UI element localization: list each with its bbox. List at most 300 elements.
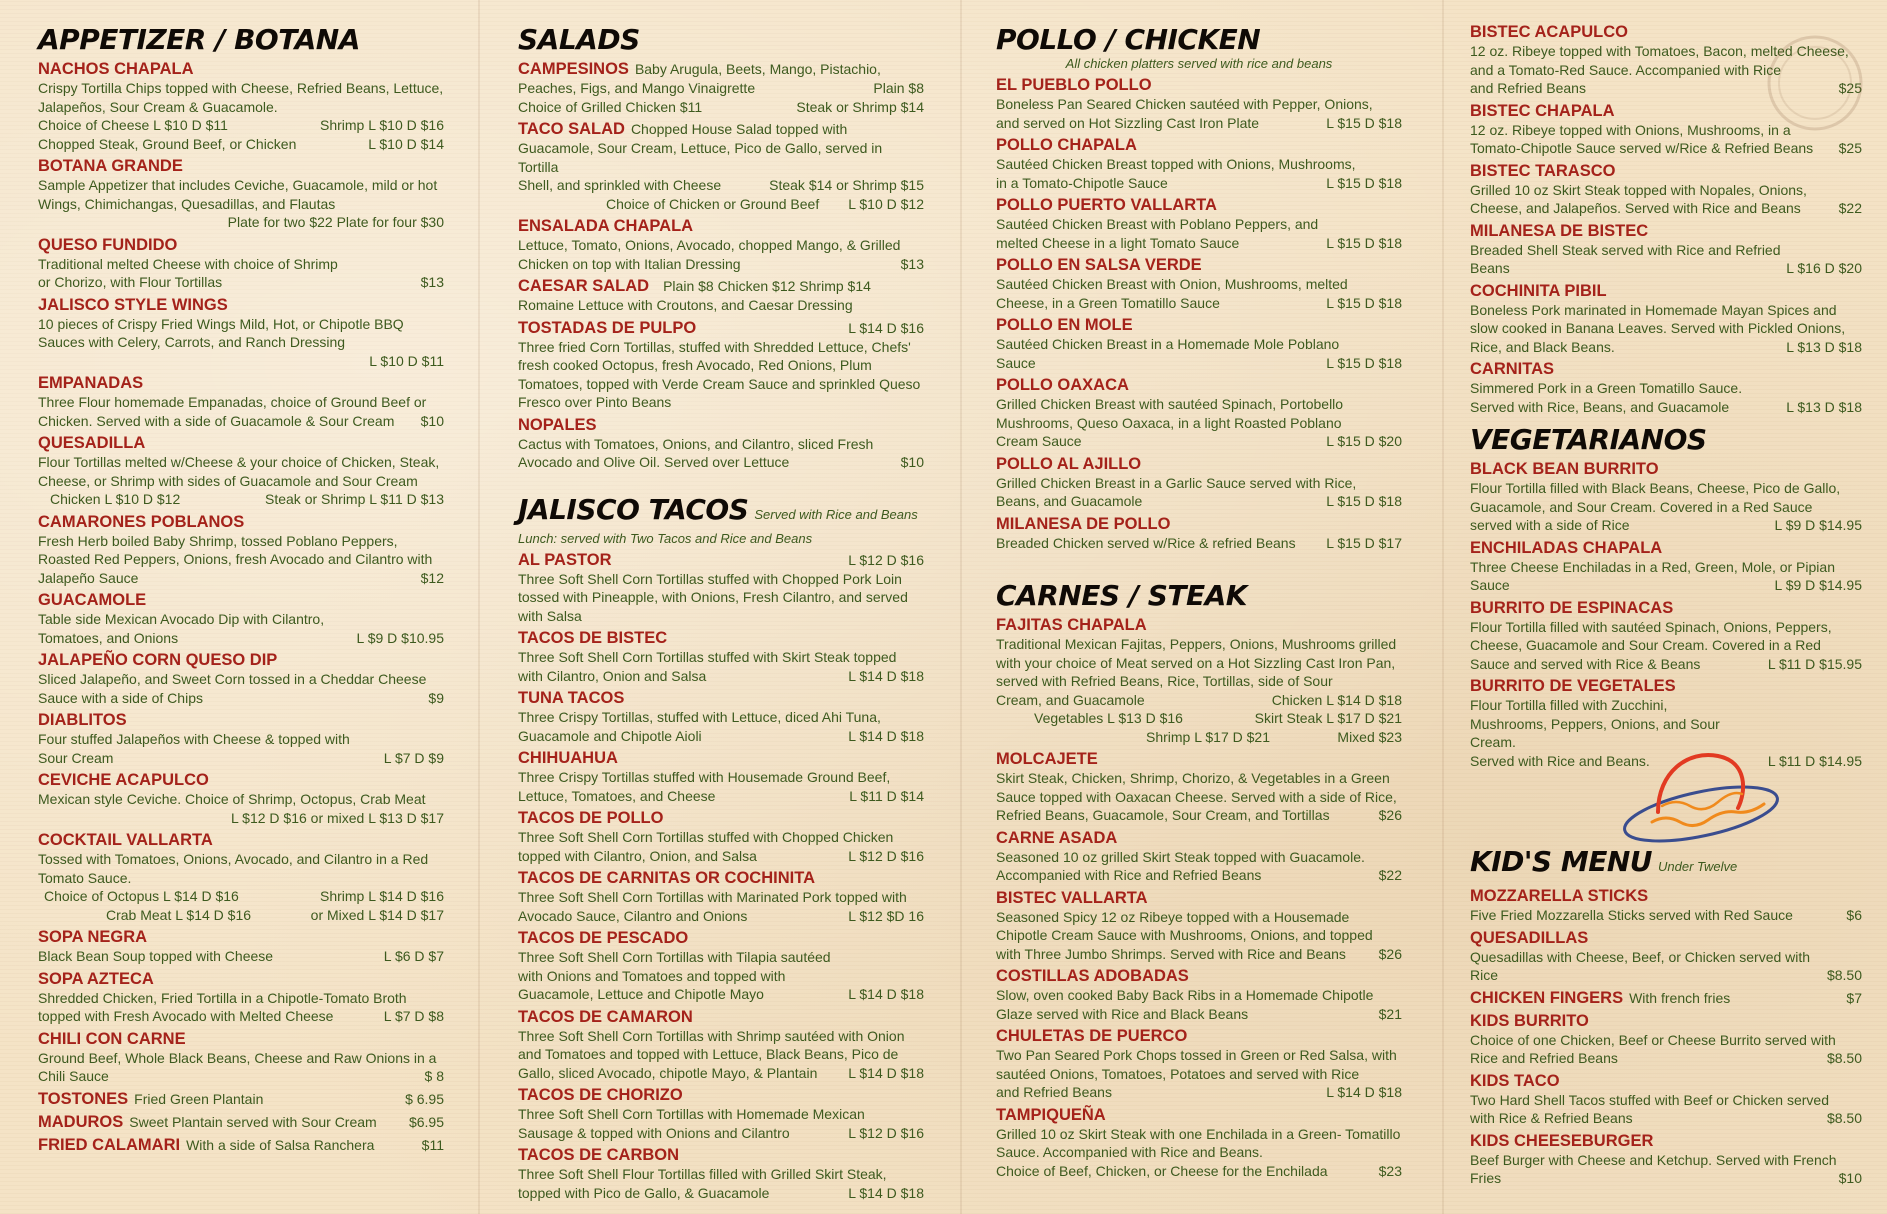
item-desc: Traditional melted Cheese with choice of Shrimp [38,255,338,272]
item-price: $6 [1846,907,1862,923]
item-name: NACHOS CHAPALA [38,60,194,78]
section-title-text: JALISCO TACOS [518,492,749,526]
item-desc: Sausage & topped with Onions and Cilantro [518,1124,790,1141]
item-name: TAMPIQUEÑA [996,1105,1106,1124]
item-price: L $9 D $14.95 [1774,577,1862,593]
menu-item-ensalada [518,216,924,273]
item-desc: Guacamole, Sour Cream, Lettuce, Pico de Gallo, served in Tortilla [518,140,883,175]
section-note: Lunch: served with Two Tacos and Rice and Beans [518,530,813,546]
item-name: CARNE ASADA [996,828,1118,847]
item-name-text: CHICKEN FINGERS [1470,988,1624,1007]
item-name: SOPA AZTECA [38,969,154,988]
item-price: L $12 D $16 [848,1124,924,1141]
menu-item-kids-cheeseburger [1470,1131,1862,1188]
item-price: $8.50 [1826,1050,1862,1066]
menu-item-wings [38,295,444,371]
item-name: POLLO EN SALSA VERDE [996,256,1202,274]
item-price: L $15 D $18 [1326,174,1402,191]
item-price: L $13 D $18 [1786,338,1862,355]
menu-item-milanesa-pollo [996,514,1402,553]
menu-item-kids-quesadillas [1470,928,1862,985]
menu-item-calamari [38,1135,444,1155]
item-price: Skirt Steak L $17 D $21 [1254,710,1402,726]
column-salads-tacos [518,18,924,1202]
menu-item-carnitas [1470,359,1862,416]
item-name: EMPANADAS [38,374,144,392]
item-desc: or Chorizo, with Flour Tortillas [38,274,223,290]
item-desc: Flour Tortilla filled with Black Beans, Cheese, Pico de Gallo, Guacamole, and Sour Cream. Covered in a Red Sauce [1470,480,1841,515]
item-name: POLLO PUERTO VALLARTA [996,196,1217,214]
item-desc: Three fried Corn Tortillas, stuffed with Shredded Lettuce, Chefs' fresh cooked Octopus, fresh Avocado, Red Onions, Plum Tomatoes, topped with Verde Cream Sauce and sprinkled Queso Fresco over Pinto Beans [518,338,921,410]
item-desc: Grilled 10 oz Skirt Steak with one Enchilada in a Green- Tomatillo Sauce. Accompanied with Rice and Beans. [996,1125,1401,1160]
item-desc: Grilled Chicken Breast in a Garlic Sauce served with Rice, [996,474,1357,491]
item-desc: Tossed with Tomatoes, Onions, Avocado, and Cilantro in a Red Tomato Sauce. [38,851,429,886]
item-desc: Choice of Chicken or Ground Beef [606,195,820,212]
item-desc: Grilled 10 oz Skirt Steak topped with Nopales, Onions, [1470,181,1807,198]
item-desc: With french fries [1629,989,1731,1006]
item-name: COCHINITA PIBIL [1470,281,1607,300]
item-desc: Shell, and sprinkled with Cheese [518,177,722,193]
item-price: L $15 D $18 [1326,493,1402,509]
item-name: CEVICHE ACAPULCO [38,771,209,789]
section-note: All chicken platters served with rice and beans [1065,56,1333,71]
item-price: or Mixed L $14 D $17 [310,906,444,923]
item-price: $25 [1838,140,1862,156]
item-price: $10 [1838,1170,1862,1186]
item-name: BOTANA GRANDE [38,157,183,175]
menu-item-pollo-mole [996,315,1402,372]
item-desc: Beans, and Guacamole [996,493,1143,509]
item-desc: Boneless Pork marinated in Homemade Mayan Spices and slow cooked in Banana Leaves. Served with Pickled Onions, [1470,301,1846,336]
menu-item-caesar [518,276,924,315]
item-name: TACOS DE BISTEC [518,629,668,647]
item-desc: Chicken on top with Italian Dressing [518,255,741,272]
item-name [38,1112,377,1132]
item-desc: Beans [1470,260,1510,276]
item-price: Crab Meat L $14 D $16 [106,906,252,923]
item-desc: Sliced Jalapeño, and Sweet Corn tossed in a Cheddar Cheese [38,671,427,687]
menu-item-sopa-azteca [38,969,444,1026]
item-name: POLLO CHAPALA [996,136,1137,154]
item-desc: Sample Appetizer that includes Ceviche, Guacamole, mild or hot Wings, Chimichangas, Quesadillas, and Flautas [38,177,438,212]
item-desc: Sautéed Chicken Breast with Poblano Peppers, and [996,216,1319,232]
menu-item-chili [38,1029,444,1086]
item-desc: Lettuce, Tomato, Onions, Avocado, chopped Mango, & Grilled [518,237,901,253]
section-title-chicken: POLLO / CHICKEN [996,23,1261,56]
section-subtitle: Under Twelve [1658,859,1738,874]
item-desc: Shredded Chicken, Fried Tortilla in a Chipotle-Tomato Broth [38,989,407,1006]
item-price: L $15 D $17 [1326,534,1402,551]
menu-item-empanadas [38,373,444,430]
item-desc: Choice of one Chicken, Beef or Cheese Burrito served with [1470,1031,1836,1048]
menu-item-mozzarella [1470,886,1862,925]
item-price: Chicken L $14 D $18 [1271,691,1402,708]
menu-item-queso-fundido [38,235,444,292]
item-desc: Three Crispy Tortillas, stuffed with Lettuce, diced Ahi Tuna, [518,709,881,725]
item-desc: Tomatoes, and Onions [38,629,179,646]
item-desc: Rice [1470,967,1499,983]
item-desc: Beef Burger with Cheese and Ketchup. Served with French [1470,1151,1837,1168]
item-price: Chicken L $10 D $12 [50,491,181,507]
item-price: Choice of Cheese L $10 D $11 [38,117,228,133]
item-price: L $9 D $14.95 [1774,517,1862,533]
item-desc: Romaine Lettuce with Croutons, and Caesar Dressing [518,297,853,313]
section-title-tacos [518,494,924,531]
item-name: POLLO EN MOLE [996,316,1133,334]
menu-item-costillas [996,966,1402,1023]
menu-item-tacos-bistec [518,628,924,685]
item-name: AL PASTOR [518,550,612,569]
item-desc: Two Hard Shell Tacos stuffed with Beef or Chicken served [1470,1091,1829,1108]
item-name: TACOS DE POLLO [518,809,664,827]
menu-item-tacos-pollo [518,808,924,865]
menu-item-chuletas [996,1026,1402,1102]
item-desc: Guacamole and Chipotle Aioli [518,727,702,744]
menu-item-cocktail [38,830,444,924]
item-name: CHILI CON CARNE [38,1029,186,1048]
item-name: ENSALADA CHAPALA [518,217,694,235]
item-price: L $12 D $16 [848,551,924,568]
menu-item-milanesa-bistec [1470,221,1862,278]
section-title-appetizers: APPETIZER / BOTANA [38,23,360,56]
item-name: CARNITAS [1470,360,1555,378]
item-desc: Served with Rice and Beans. [1470,752,1650,769]
section-subtitle: Served with Rice and Beans [754,506,918,522]
item-desc: Breaded Chicken served w/Rice & refried Beans [996,534,1296,551]
item-desc: Sauce and served with Rice & Beans [1470,655,1701,672]
item-desc: Fries [1470,1170,1502,1186]
menu-item-tostadas [518,318,924,412]
item-name: MILANESA DE POLLO [996,514,1171,533]
item-desc: Cream Sauce [996,433,1082,449]
item-desc: served with a side of Rice [1470,517,1630,533]
item-price: $ 8 [424,1068,444,1084]
item-price: Mixed $23 [1337,728,1402,745]
column-chicken-steak [996,18,1402,1180]
item-name: KIDS BURRITO [1470,1011,1589,1030]
item-name [518,119,924,139]
menu-item-pollo-ajillo [996,454,1402,511]
item-desc: Guacamole, Lettuce and Chipotle Mayo [518,986,764,1002]
item-desc: Skirt Steak, Chicken, Shrimp, Chorizo, & Vegetables in a Green Sauce topped with Oaxacan Cheese. Served with a side of Rice, [996,770,1397,805]
menu-item-kids-taco [1470,1071,1862,1128]
item-desc: Chili Sauce [38,1068,109,1084]
item-desc: With a side of Salsa Ranchera [186,1136,375,1153]
item-name: QUESO FUNDIDO [38,235,178,254]
menu-item-jalapeno-dip [38,650,444,707]
item-desc: Boneless Pan Seared Chicken sautéed with Pepper, Onions, [996,96,1373,112]
item-desc: Rice, and Black Beans. [1470,338,1615,355]
item-desc: Mexican style Ceviche. Choice of Shrimp, Octopus, Crab Meat [38,791,426,807]
item-price: L $14 D $18 [1326,1084,1402,1100]
item-price: L $16 D $20 [1786,260,1862,276]
item-desc: Three Soft Shell Corn Tortillas with Marinated Pork topped with [518,889,907,905]
item-price: L $14 D $18 [848,1064,924,1081]
item-price: L $15 D $20 [1326,433,1402,449]
item-price: Shrimp L $10 D $16 [320,117,444,133]
menu-item-diablitos [38,710,444,767]
item-desc: and Refried Beans [996,1084,1112,1100]
item-desc: and Refried Beans [1470,80,1586,96]
menu-item-tostones [38,1089,444,1109]
item-name: DIABLITOS [38,711,127,729]
menu-item-al-pastor [518,550,924,626]
item-desc: Breaded Shell Steak served with Rice and Refried [1470,241,1781,258]
menu-item-enchiladas [1470,538,1862,595]
item-price: L $10 D $14 [368,135,444,152]
item-desc: Flour Tortillas melted w/Cheese & your choice of Chicken, Steak, Cheese, or Shrimp with sides of Guacamole and Sour Cream [38,454,440,489]
item-desc: Cream, and Guacamole [996,691,1145,708]
item-name: KIDS TACO [1470,1071,1560,1090]
item-name: TACOS DE CARBON [518,1146,680,1164]
item-name: MOLCAJETE [996,750,1098,768]
item-name-text: FRIED CALAMARI [38,1135,181,1154]
item-desc: and served on Hot Sizzling Cast Iron Plate [996,114,1260,131]
item-desc: with Three Jumbo Shrimps. Served with Rice and Beans [996,945,1346,962]
section-title-salads: SALADS [518,23,640,56]
column-appetizers [38,18,444,1155]
item-desc: Choice of Grilled Chicken $11 [518,98,703,115]
item-price: L $12 D $16 or mixed L $13 D $17 [231,809,444,826]
item-name [518,276,924,296]
item-name: TOSTADAS DE PULPO [518,318,697,337]
item-desc: with Rice & Refried Beans [1470,1110,1633,1126]
item-desc: Three Soft Shell Flour Tortillas filled with Grilled Skirt Steak, [518,1166,887,1182]
item-price: L $12 $D 16 [848,907,924,924]
item-name: MILANESA DE BISTEC [1470,221,1649,240]
column-bistec-veg-kids [1470,22,1862,1188]
item-name: CAMARONES POBLANOS [38,512,245,531]
menu-item-tacos-carbon [518,1145,924,1202]
menu-item-tampiquena [996,1105,1402,1181]
item-desc: in a Tomato-Chipotle Sauce [996,174,1168,191]
item-name: BISTEC ACAPULCO [1470,23,1628,41]
item-price: L $11 D $15.95 [1767,655,1862,672]
item-desc: Three Soft Shell Corn Tortillas with Homemade Mexican [518,1106,865,1122]
item-name [38,1135,374,1155]
menu-item-tacos-carnitas [518,868,924,925]
item-price: $25 [1838,80,1862,96]
item-name: FAJITAS CHAPALA [996,616,1147,634]
item-desc: Cheese, in a Green Tomatillo Sauce [996,294,1220,311]
item-price: $21 [1378,1005,1402,1022]
item-desc: Rice and Refried Beans [1470,1050,1618,1066]
item-price: L $15 D $18 [1326,234,1402,251]
item-price: $13 [900,255,924,272]
item-desc: Baby Arugula, Beets, Mango, Pistachio, [634,61,881,77]
item-price: $10 [900,454,924,470]
section-title-vegetarian: VEGETARIANOS [1470,423,1707,456]
item-desc: melted Cheese in a light Tomato Sauce [996,234,1240,251]
item-desc: Jalapeño Sauce [38,569,139,586]
menu-item-chicken-fingers [1470,988,1862,1008]
item-desc: Sweet Plantain served with Sour Cream [129,1113,377,1130]
item-price: $8.50 [1826,1110,1862,1126]
item-desc: Fried Green Plantain [134,1090,264,1107]
item-name: EL PUEBLO POLLO [996,76,1152,94]
menu-item-taco-salad [518,119,924,213]
item-desc: Cheese, and Jalapeños. Served with Rice and Beans [1470,200,1801,216]
item-price: L $13 D $18 [1786,398,1862,415]
menu-item-tacos-camaron [518,1007,924,1083]
menu-item-pollo-oaxaca [996,375,1402,451]
item-price: $6.95 [408,1113,444,1130]
item-desc: Flour Tortilla filled with Zucchini, Mushrooms, Peppers, Onions, and Sour Cream. [1470,697,1720,750]
item-name: JALAPEÑO CORN QUESO DIP [38,651,278,669]
item-desc: Grilled Chicken Breast with sautéed Spinach, Portobello Mushrooms, Queso Oaxaca, in a light Roasted Poblano [996,396,1344,431]
item-desc: topped with Cilantro, Onion, and Salsa [518,847,757,864]
item-desc: 12 oz. Ribeye topped with Onions, Mushrooms, in a [1470,121,1791,138]
item-name: TACOS DE CAMARON [518,1007,693,1026]
item-desc: Crispy Tortilla Chips topped with Cheese, Refried Beans, Lettuce, Jalapeños, Sour Cream & Guacamole. [38,80,444,115]
menu-item-pollo-chapala [996,135,1402,192]
item-desc: Seasoned Spicy 12 oz Ribeye topped with a Housemade Chipotle Cream Sauce with Mushrooms, Onions, and topped [996,908,1373,943]
item-desc: Lettuce, Tomatoes, and Cheese [518,787,716,804]
item-name: TUNA TACOS [518,689,625,707]
menu-item-botana [38,156,444,232]
menu-item-quesadilla [38,433,444,509]
item-name: QUESADILLAS [1470,928,1589,947]
menu-item-sopa-negra [38,927,444,966]
item-name: BURRITO DE VEGETALES [1470,677,1676,695]
section-title-text: KID'S MENU [1470,845,1653,878]
item-price: $11 [421,1136,444,1153]
item-price: $13 [420,274,444,290]
section-title-carnes: CARNES / STEAK [996,579,1247,612]
item-price: $12 [420,569,444,586]
menu-item-pollo-verde [996,255,1402,312]
item-desc: Sautéed Chicken Breast in a Homemade Mole Poblano [996,336,1340,352]
menu-item-burrito-espinacas [1470,598,1862,674]
menu-item-campesinos [518,59,924,116]
item-desc: Tomato-Chipotle Sauce served w/Rice & Refried Beans [1470,140,1814,156]
menu-item-el-pueblo-pollo [996,75,1402,132]
item-desc: Served with Rice, Beans, and Guacamole [1470,398,1730,415]
item-desc: Traditional Mexican Fajitas, Peppers, Onions, Mushrooms grilled with your choice of Meat served on a Hot Sizzling Cast Iron Pan, served with Refried Beans, Rice, Tortillas, side of Sour [996,636,1397,689]
item-price: Plate for two $22 Plate for four $30 [227,214,444,230]
item-name: QUESADILLA [38,434,146,452]
item-desc: Slow, oven cooked Baby Back Ribs in a Homemade Chipotle [996,987,1374,1003]
item-desc: Seasoned 10 oz grilled Skirt Steak topped with Guacamole. [996,848,1365,865]
menu-item-maduros [38,1112,444,1132]
menu-item-bistec-vallarta [996,888,1402,964]
item-desc: Peaches, Figs, and Mango Vinaigrette [518,80,756,96]
menu-item-ceviche [38,770,444,827]
item-price: L $7 D $9 [383,749,444,766]
menu-item-nachos [38,59,444,153]
item-desc: Gallo, sliced Avocado, chipotle Mayo, & Plantain [518,1064,818,1081]
item-desc: Black Bean Soup topped with Cheese [38,948,274,964]
menu-item-black-bean-burrito [1470,459,1862,535]
item-desc: Avocado and Olive Oil. Served over Lettuce [518,454,790,470]
item-name: CHULETAS DE PUERCO [996,1027,1188,1045]
item-price: L $7 D $8 [383,1008,444,1024]
item-price: $22 [1378,867,1402,883]
item-desc: Ground Beef, Whole Black Beans, Cheese and Raw Onions in a [38,1049,437,1066]
item-price: $10 [420,412,444,429]
item-desc: Sour Cream [38,749,114,766]
item-desc: Three Flour homemade Empanadas, choice of Ground Beef or [38,394,427,410]
menu-item-tacos-chorizo [518,1085,924,1142]
item-name [1470,988,1730,1008]
item-name: BURRITO DE ESPINACAS [1470,598,1674,617]
sombrero-icon [1618,742,1784,852]
item-price: Steak or Shrimp L $11 D $13 [265,491,444,507]
item-price: L $15 D $18 [1326,354,1402,371]
item-desc: Sauce [1470,577,1510,593]
item-name: CHIHUAHUA [518,749,618,767]
item-desc: Flour Tortilla filled with sautéed Spinach, Onions, Peppers, Cheese, Guacamole and Sour Cream. Covered in a Red [1470,618,1832,653]
item-desc: Chopped House Salad topped with [630,121,848,137]
item-price: $26 [1378,807,1402,823]
menu-item-tuna-tacos [518,688,924,745]
item-desc: 12 oz. Ribeye topped with Tomatoes, Bacon, melted Cheese, and a Tomato-Red Sauce. Accompanied with Rice [1470,43,1849,78]
item-desc: Table side Mexican Avocado Dip with Cilantro, [38,611,325,627]
item-name: TACOS DE CARNITAS OR COCHINITA [518,869,815,887]
menu-item-carne-asada [996,828,1402,885]
item-desc: Quesadillas with Cheese, Beef, or Chicken served with [1470,948,1811,965]
item-price: L $12 D $16 [848,847,924,864]
item-desc: Three Crispy Tortillas stuffed with Housemade Ground Beef, [518,769,891,785]
item-price: $8.50 [1826,967,1862,983]
item-name: COSTILLAS ADOBADAS [996,967,1189,985]
menu-item-tacos-pescado [518,928,924,1004]
item-name: GUACAMOLE [38,591,147,609]
menu-item-molcajete [996,749,1402,825]
menu-item-chihuahua [518,748,924,805]
item-price: L $15 D $18 [1326,294,1402,311]
item-desc: Three Soft Shell Corn Tortillas with Tilapia sautéed with Onions and Tomatoes and topped with [518,949,831,984]
item-desc: Sauce with a side of Chips [38,689,203,706]
menu-item-cochinita [1470,281,1862,357]
item-price: L $14 D $18 [848,667,924,684]
item-price: Vegetables L $13 D $16 [1034,710,1183,726]
item-price: $26 [1378,945,1402,962]
item-name: BISTEC VALLARTA [996,888,1148,907]
menu-item-camarones [38,512,444,588]
item-desc: Cactus with Tomatoes, Onions, and Cilantro, sliced Fresh [518,435,874,452]
item-desc: Choice of Beef, Chicken, or Cheese for the Enchilada [996,1162,1328,1179]
item-desc: Four stuffed Jalapeños with Cheese & topped with [38,731,350,747]
item-name-text: TACO SALAD [518,120,625,138]
item-desc: Sautéed Chicken Breast with Onion, Mushrooms, melted [996,276,1348,292]
item-name [38,1089,263,1109]
item-price: Shrimp L $14 D $16 [320,888,444,904]
item-price: L $14 D $18 [848,727,924,744]
item-desc: Accompanied with Rice and Refried Beans [996,867,1262,883]
item-name: BISTEC TARASCO [1470,161,1616,180]
menu-item-pollo-vallarta [996,195,1402,252]
item-price: L $6 D $7 [383,948,444,964]
menu-item-bistec-tarasco [1470,161,1862,218]
item-name: KIDS CHEESEBURGER [1470,1131,1654,1150]
item-price: $9 [428,689,444,706]
item-name: BISTEC CHAPALA [1470,101,1615,120]
item-desc: Sauce [996,354,1036,371]
item-desc: topped with Pico de Gallo, & Guacamole [518,1184,770,1201]
item-desc: Three Soft Shell Corn Tortillas stuffed with Chopped Pork Loin tossed with Pineapple, with Onions, Fresh Cilantro, and served with Salsa [518,570,908,624]
item-price: Choice of Octopus L $14 D $16 [44,888,239,904]
menu-item-guacamole [38,590,444,647]
item-price-label: Chopped Steak, Ground Beef, or Chicken [38,135,297,152]
item-name: POLLO OAXACA [996,376,1129,394]
item-price: $23 [1378,1162,1402,1179]
item-desc: topped with Fresh Avocado with Melted Cheese [38,1008,334,1024]
item-name: POLLO AL AJILLO [996,454,1142,473]
item-name: MOZZARELLA STICKS [1470,887,1649,905]
item-price: Steak $14 or Shrimp $15 [769,177,924,193]
item-desc: Chicken. Served with a side of Guacamole & Sour Cream [38,412,395,429]
